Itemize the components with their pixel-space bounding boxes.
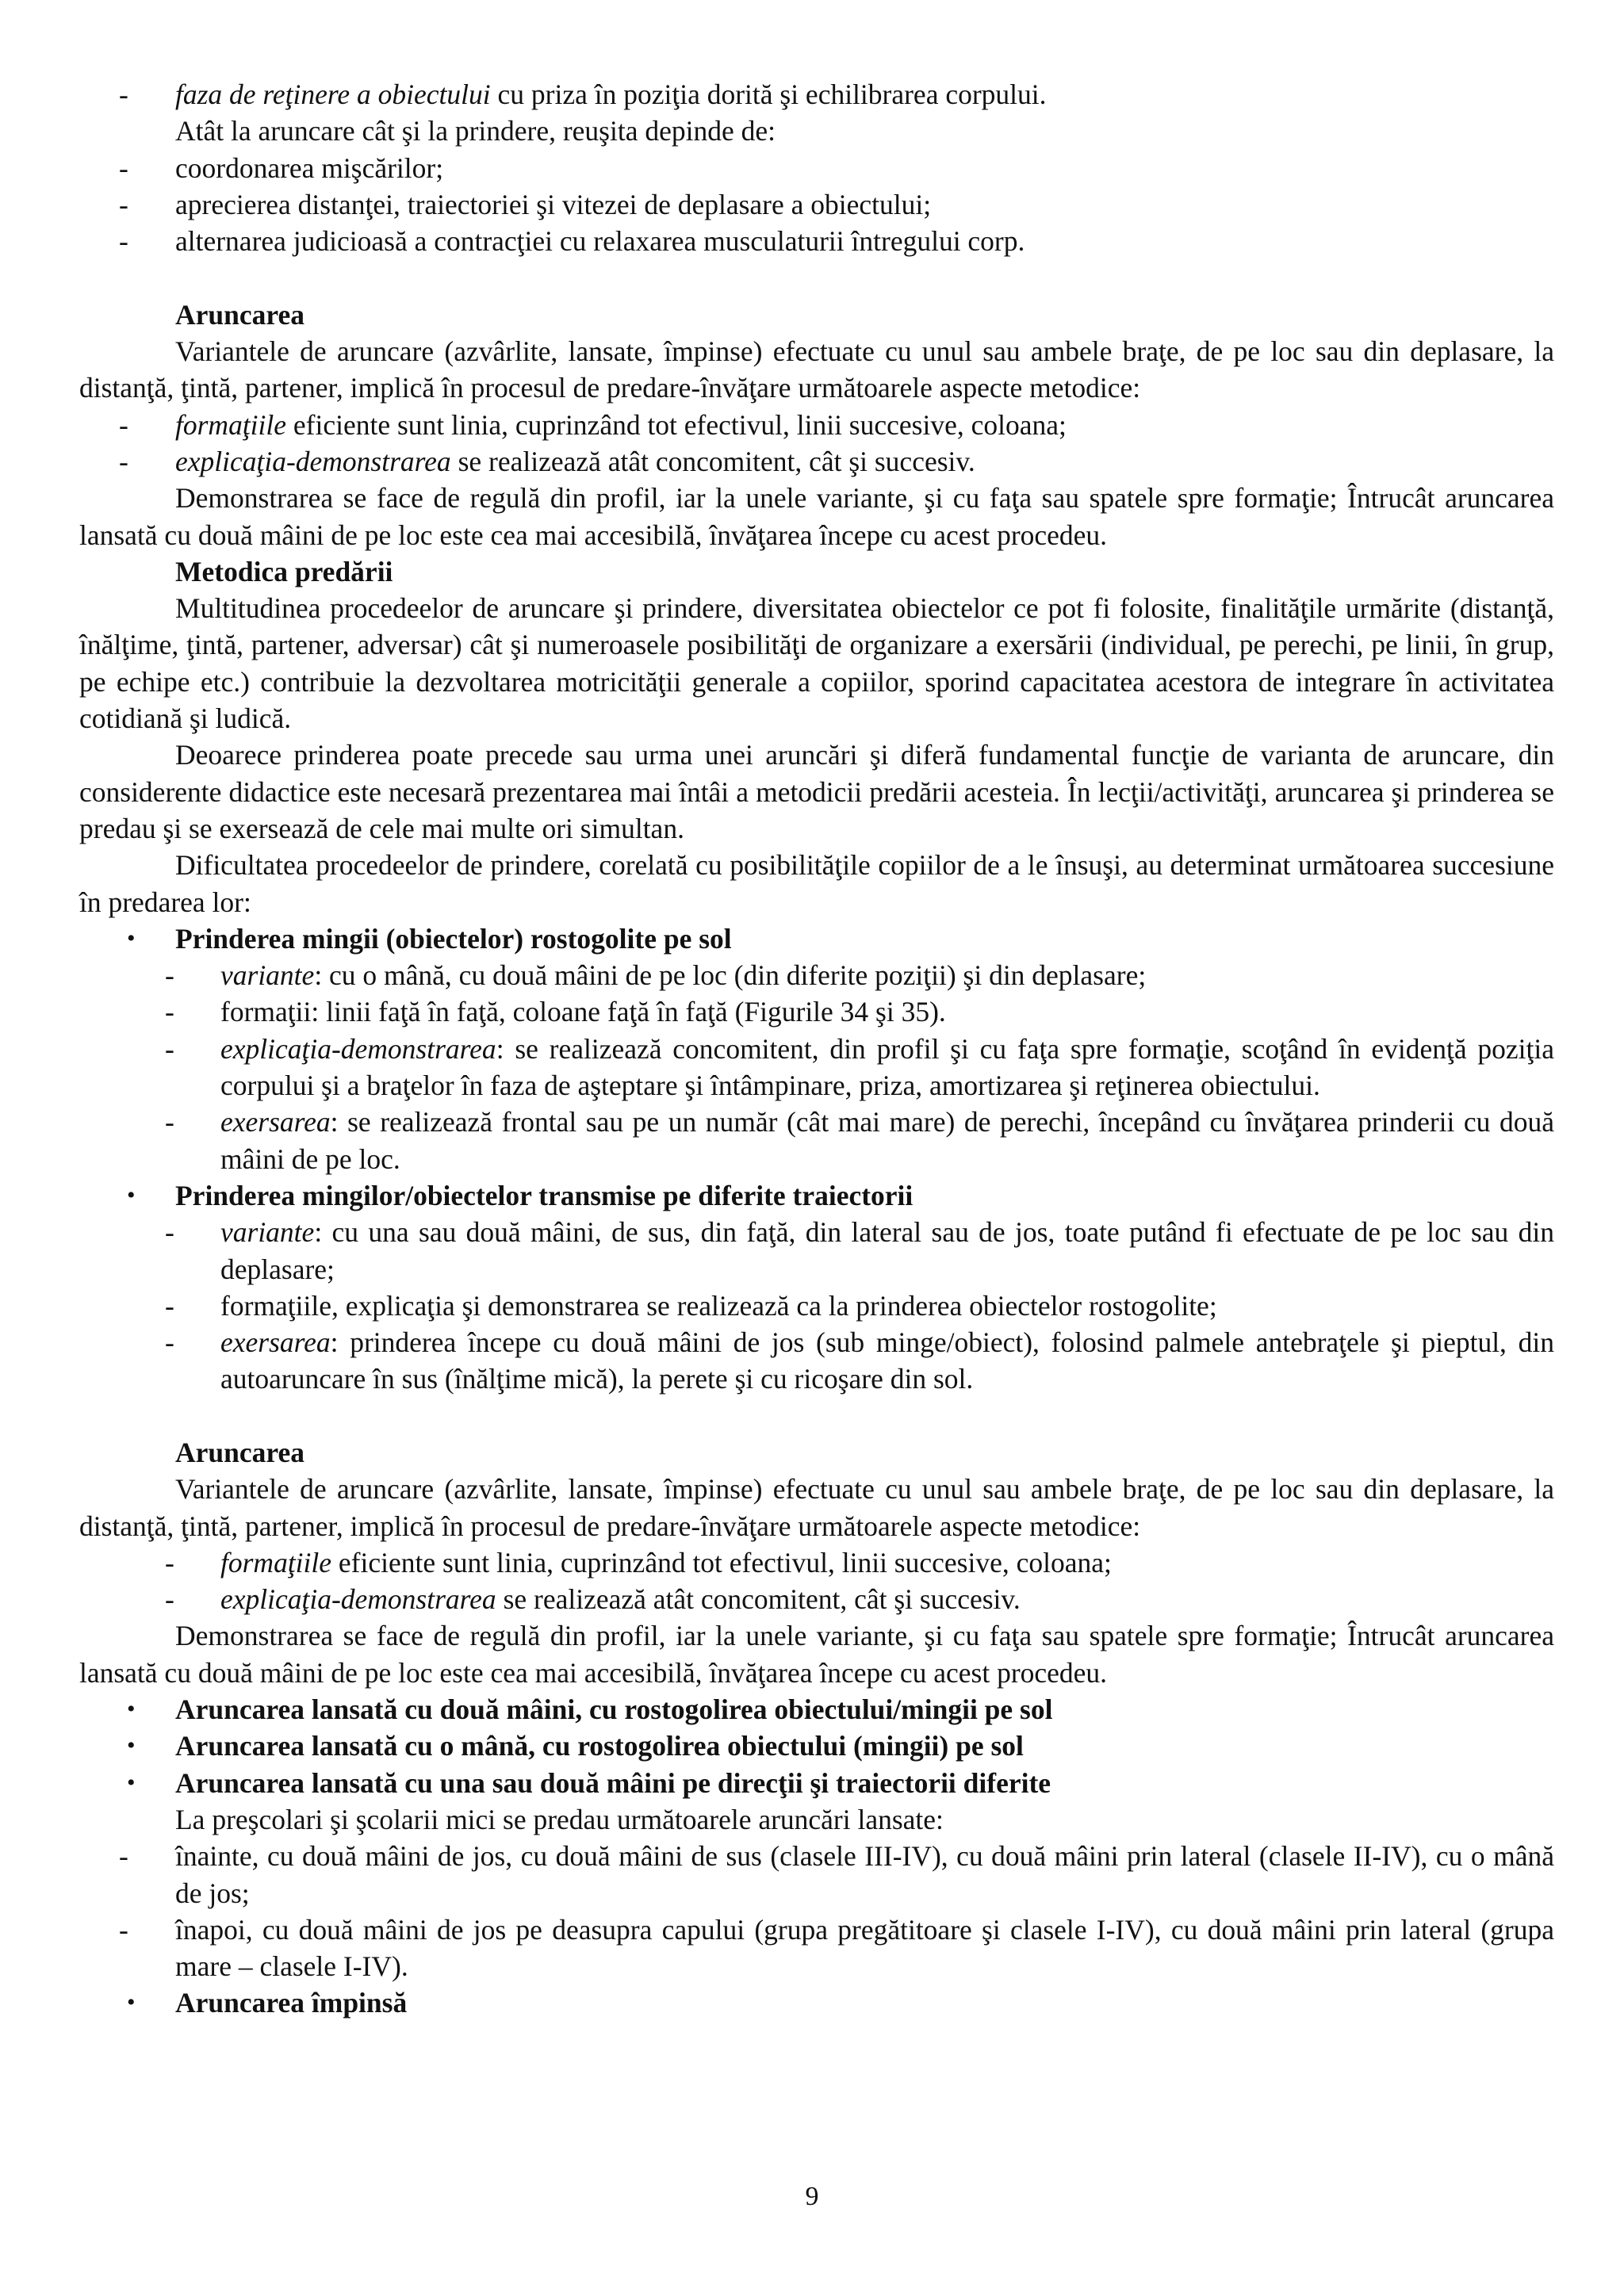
- bullet-marker: •: [127, 1732, 136, 1759]
- bullet-aruncarea-o-mana: • Aruncarea lansată cu o mână, cu rostogolirea obiectului (mingii) pe sol: [79, 1728, 1554, 1764]
- italic-term: variante: [220, 1216, 315, 1249]
- list-item-explicatia: - explicaţia-demonstrarea se realizează atât concomitent, cât şi succesiv.: [79, 443, 1554, 480]
- list-item-aprecierea: - aprecierea distanţei, traiectoriei şi vitezei de deplasare a obiectului;: [79, 186, 1554, 223]
- dash-marker: -: [119, 225, 128, 258]
- bullet-marker: •: [127, 1696, 136, 1723]
- sub-item-variante: - variante: cu una sau două mâini, de sus, din faţă, din lateral sau de jos, toate putând fi efectuate de pe loc sau din deplasare;: [79, 1214, 1554, 1288]
- dash-marker: -: [165, 1326, 174, 1359]
- list-item-alternarea: - alternarea judicioasă a contracţiei cu relaxarea musculaturii întregului corp.: [79, 223, 1554, 259]
- bullet-prinderea-traiectorii: • Prinderea mingilor/obiectelor transmise pe diferite traiectorii: [79, 1177, 1554, 1214]
- dash-marker: -: [165, 996, 174, 1028]
- paragraph-dificultatea: Dificultatea procedeelor de prindere, corelată cu posibilităţile copiilor de a le însuşi, au determinat următoarea succesiune în predarea lor:: [79, 849, 1554, 918]
- italic-term: variante: [220, 959, 315, 992]
- dash-marker: -: [165, 1289, 174, 1322]
- bullet-prinderea-rostogolite: • Prinderea mingii (obiectelor) rostogolite pe sol: [79, 920, 1554, 957]
- paragraph-deoarece: Deoarece prinderea poate precede sau urma unei aruncări şi diferă fundamental funcţie de varianta de aruncare, din considerente didactice este necesară prezentarea mai întâi a metodicii predării acesteia. În lecţii/activităţi, aruncarea şi prinderea se predau şi se exersează de cele mai multe ori simultan.: [79, 739, 1554, 844]
- list-item-formatiile: - formaţiile eficiente sunt linia, cuprinzând tot efectivul, linii succesive, coloana;: [79, 1544, 1554, 1581]
- sub-item-explicatia: - explicaţia-demonstrarea: se realizează concomitent, din profil şi cu faţa spre formaţie, scoţând în evidenţă poziţia corpului şi a braţelor în faza de aşteptare şi întâmpinare, priza, amortizarea şi reţinerea obiectului.: [79, 1031, 1554, 1104]
- paragraph-demonstrarea: Demonstrarea se face de regulă din profil, iar la unele variante, şi cu faţa sau spatele spre formaţie; Întrucât aruncarea lansată cu două mâini de pe loc este cea mai accesibilă, învăţarea începe cu acest procedeu.: [79, 482, 1554, 551]
- sub-item-exersarea: - exersarea: se realizează frontal sau pe un număr (cât mai mare) de perechi, începând cu învăţarea prinderii cu două mâini de pe loc.: [79, 1104, 1554, 1177]
- section-heading-metodica: Metodica predării: [175, 555, 393, 587]
- list-item-inainte: - înainte, cu două mâini de jos, cu două mâini de sus (clasele III-IV), cu două mâini prin lateral (clasele II-IV), cu o mână de jos;: [79, 1838, 1554, 1911]
- dash-marker: -: [165, 1032, 174, 1065]
- list-item-explicatia: - explicaţia-demonstrarea se realizează atât concomitent, cât şi succesiv.: [79, 1581, 1554, 1617]
- bullet-marker: •: [127, 1769, 136, 1796]
- italic-term: faza de reţinere a obiectului: [175, 78, 491, 110]
- dash-marker: -: [119, 445, 128, 477]
- dash-marker: -: [119, 151, 128, 184]
- list-item-inapoi: - înapoi, cu două mâini de jos pe deasupra capului (grupa pregătitoare şi clasele I-IV), cu două mâini prin lateral (grupa mare – clasele I-IV).: [79, 1911, 1554, 1985]
- italic-term: exersarea: [220, 1106, 331, 1138]
- paragraph-prescolari: La preşcolari şi şcolarii mici se predau următoarele aruncări lansate:: [175, 1803, 944, 1835]
- sub-item-variante: - variante: cu o mână, cu două mâini de pe loc (din diferite poziţii) şi din deplasare;: [79, 957, 1554, 993]
- dash-marker: -: [119, 78, 128, 110]
- list-item-faza-retinere: - faza de reţinere a obiectului cu priza în poziţia dorită şi echilibrarea corpului.: [79, 76, 1554, 113]
- italic-term: exersarea: [220, 1326, 331, 1359]
- bullet-aruncarea-directii: • Aruncarea lansată cu una sau două mâini pe direcţii şi traiectorii diferite: [79, 1765, 1554, 1801]
- italic-term: explicaţia-demonstrarea: [220, 1583, 496, 1616]
- paragraph-reusita: Atât la aruncare cât şi la prindere, reuşita depinde de:: [175, 115, 776, 147]
- list-item-formatiile: - formaţiile eficiente sunt linia, cuprinzând tot efectivul, linii succesive, coloana;: [79, 407, 1554, 443]
- italic-term: explicaţia-demonstrarea: [175, 445, 451, 477]
- bullet-marker: •: [127, 1989, 136, 2016]
- dash-marker: -: [119, 1840, 128, 1873]
- page-number: 9: [805, 2182, 819, 2211]
- dash-marker: -: [119, 408, 128, 441]
- dash-marker: -: [119, 1913, 128, 1946]
- section-heading-aruncarea: Aruncarea: [175, 1436, 305, 1468]
- bullet-marker: •: [127, 1181, 136, 1208]
- bullet-aruncarea-impinsa: • Aruncarea împinsă: [79, 1984, 1554, 2021]
- paragraph-demonstrarea: Demonstrarea se face de regulă din profil, iar la unele variante, şi cu faţa sau spatele spre formaţie; Întrucât aruncarea lansată cu două mâini de pe loc este cea mai accesibilă, învăţarea începe cu acest procedeu.: [79, 1620, 1554, 1689]
- dash-marker: -: [119, 188, 128, 220]
- paragraph-variantele: Variantele de aruncare (azvârlite, lansate, împinse) efectuate cu unul sau ambele braţe, de pe loc sau din deplasare, la distanţă, ţintă, partener, implică în procesul de predare-învăţare următoarele aspecte metodice:: [79, 335, 1554, 404]
- dash-marker: -: [165, 959, 174, 992]
- italic-term: formaţiile: [220, 1546, 332, 1578]
- dash-marker: -: [165, 1583, 174, 1616]
- paragraph-variantele: Variantele de aruncare (azvârlite, lansate, împinse) efectuate cu unul sau ambele braţe, de pe loc sau din deplasare, la distanţă, ţintă, partener, implică în procesul de predare-învăţare următoarele aspecte metodice:: [79, 1473, 1554, 1542]
- page-body: [79, 76, 1554, 2022]
- bullet-aruncarea-doua-maini: • Aruncarea lansată cu două mâini, cu rostogolirea obiectului/mingii pe sol: [79, 1691, 1554, 1728]
- italic-term: explicaţia-demonstrarea: [220, 1032, 496, 1065]
- bullet-marker: •: [127, 924, 136, 951]
- dash-marker: -: [165, 1546, 174, 1578]
- section-heading-aruncarea: Aruncarea: [175, 298, 305, 331]
- list-item-coordonarea: - coordonarea mişcărilor;: [79, 150, 1554, 186]
- italic-term: formaţiile: [175, 408, 287, 441]
- dash-marker: -: [165, 1106, 174, 1138]
- dash-marker: -: [165, 1216, 174, 1249]
- paragraph-multitudinea: Multitudinea procedeelor de aruncare şi prindere, diversitatea obiectelor ce pot fi folosite, finalităţile urmărite (distanţă, înălţime, ţintă, partener, adversar) cât şi numeroasele posibilităţi de organizare a exersării (individual, pe perechi, pe linii, în grup, pe echipe etc.) contribuie la dezvoltarea motricităţii generale a copiilor, sporind capacitatea acestora de integrare în activitatea cotidiană şi ludică.: [79, 592, 1554, 735]
- sub-item-formatiile: - formaţiile, explicaţia şi demonstrarea se realizează ca la prinderea obiectelor rostogolite;: [79, 1288, 1554, 1324]
- sub-item-formatii: - formaţii: linii faţă în faţă, coloane faţă în faţă (Figurile 34 şi 35).: [79, 993, 1554, 1030]
- sub-item-exersarea: - exersarea: prinderea începe cu două mâini de jos (sub minge/obiect), folosind palmele antebraţele şi pieptul, din autoaruncare în sus (înălţime mică), la perete şi cu ricoşare din sol.: [79, 1324, 1554, 1398]
